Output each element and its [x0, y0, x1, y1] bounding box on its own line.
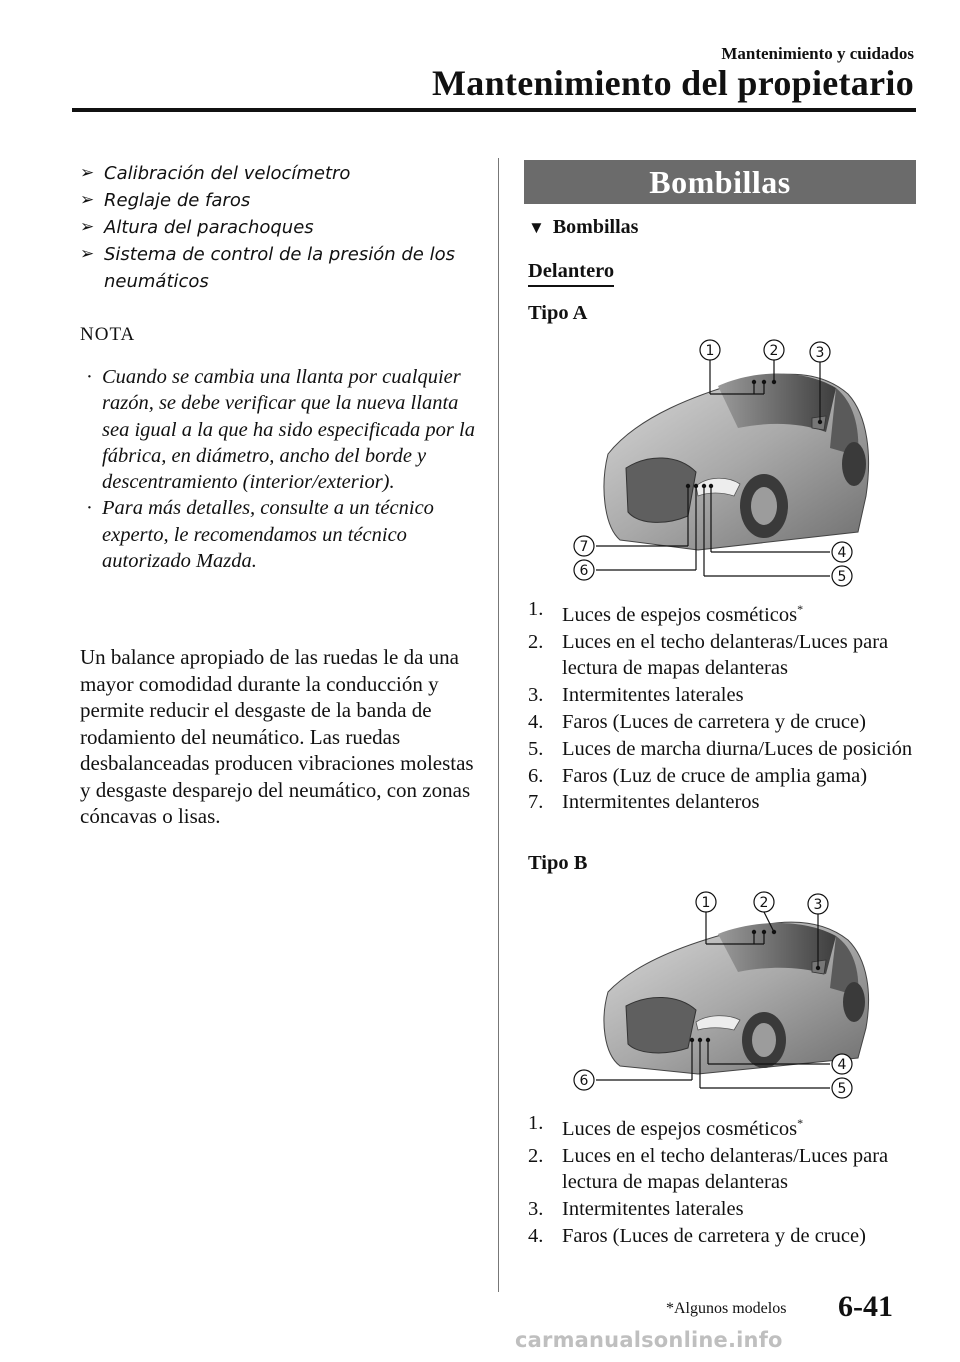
- front-heading: Delantero: [528, 260, 614, 287]
- callout-3: 3: [815, 345, 825, 361]
- callout-3: 3: [813, 897, 823, 913]
- callout-2: 2: [759, 895, 769, 911]
- cross-reference-item[interactable]: ➢ Altura del parachoques: [80, 214, 480, 241]
- callout-1: 1: [705, 343, 715, 359]
- callout-4: 4: [837, 545, 847, 561]
- list-item: 7. Intermitentes delanteros: [528, 791, 760, 814]
- cross-reference-item[interactable]: ➢ Sistema de control de la presión de los neumáticos: [80, 241, 480, 295]
- list-item: 3. Intermitentes laterales: [528, 1198, 744, 1221]
- page-number: 6-41: [838, 1290, 893, 1323]
- type-a-bulb-list: [528, 596, 916, 816]
- bullet-icon: ·: [86, 366, 93, 388]
- header-rule: [72, 108, 916, 112]
- list-item: 2. Luces en el techo delanteras/Luces para lectura de mapas delanteras: [528, 1144, 889, 1194]
- callout-5: 5: [837, 1081, 847, 1097]
- arrow-icon: ➢: [80, 217, 95, 237]
- list-item: 2. Luces en el techo delanteras/Luces para lectura de mapas delanteras: [528, 630, 889, 680]
- list-item: 5. Luces de marcha diurna/Luces de posición: [528, 737, 913, 760]
- list-item: 1. Luces de espejos cosméticos*: [528, 598, 804, 626]
- callout-6: 6: [579, 563, 589, 579]
- type-b-label: Tipo B: [528, 852, 588, 874]
- callout-4: 4: [837, 1057, 847, 1073]
- list-item: 6. Faros (Luz de cruce de amplia gama): [528, 764, 868, 787]
- callout-6: 6: [579, 1073, 589, 1089]
- bullet-icon: ·: [86, 497, 93, 520]
- column-divider: [498, 158, 499, 1292]
- section-banner: Bombillas: [524, 160, 916, 204]
- list-item: 4. Faros (Luces de carretera y de cruce): [528, 711, 866, 734]
- arrow-icon: ➢: [80, 190, 95, 210]
- note-title: NOTA: [80, 324, 136, 345]
- running-header-chapter: Mantenimiento del propietario: [432, 63, 914, 103]
- running-header-section: Mantenimiento y cuidados: [721, 44, 914, 63]
- list-item: 1. Luces de espejos cosméticos*: [528, 1112, 804, 1140]
- callout-5: 5: [837, 569, 847, 585]
- callout-1: 1: [701, 895, 711, 911]
- callout-7: 7: [579, 539, 589, 555]
- wheel-balance-paragraph: Un balance apropiado de las ruedas le da una mayor comodidad durante la conducción y permite reducir el desgaste de la banda de rodamiento del neumático. Las ruedas desbalanceadas producen vibraciones molestas y desgaste desparejo del neumático, con zonas cóncavas o lisas.: [80, 645, 474, 828]
- car-front-illustration-type-a: [568, 336, 888, 592]
- watermark: carmanualsonline.info: [515, 1328, 783, 1352]
- note-item: · Cuando se cambia una llanta por cualquier razón, se debe verificar que la nueva llanta sea igual a la que ha sido especificada por la fábrica, en diámetro, ancho del borde y descentramiento (interior/exterior).: [86, 366, 475, 494]
- type-a-label: Tipo A: [528, 302, 588, 324]
- list-item: 3. Intermitentes laterales: [528, 684, 744, 707]
- triangle-down-icon: ▼: [528, 218, 545, 237]
- callout-2: 2: [769, 343, 779, 359]
- type-b-bulb-list: [528, 1110, 916, 1250]
- arrow-icon: ➢: [80, 163, 95, 183]
- subsection-heading: ▼ Bombillas: [528, 216, 639, 238]
- car-front-illustration-type-b: [568, 888, 888, 1108]
- list-item: 4. Faros (Luces de carretera y de cruce): [528, 1225, 866, 1248]
- cross-reference-list: [80, 160, 480, 295]
- note-item: · Para más detalles, consulte a un técnico experto, le recomendamos un técnico autorizado Mazda.: [86, 497, 434, 573]
- note-list: [84, 364, 484, 574]
- cross-reference-item[interactable]: ➢ Reglaje de faros: [80, 187, 480, 214]
- cross-reference-item[interactable]: ➢ Calibración del velocímetro: [80, 160, 480, 187]
- footnote-some-models: *Algunos modelos: [666, 1300, 787, 1317]
- arrow-icon: ➢: [80, 244, 95, 264]
